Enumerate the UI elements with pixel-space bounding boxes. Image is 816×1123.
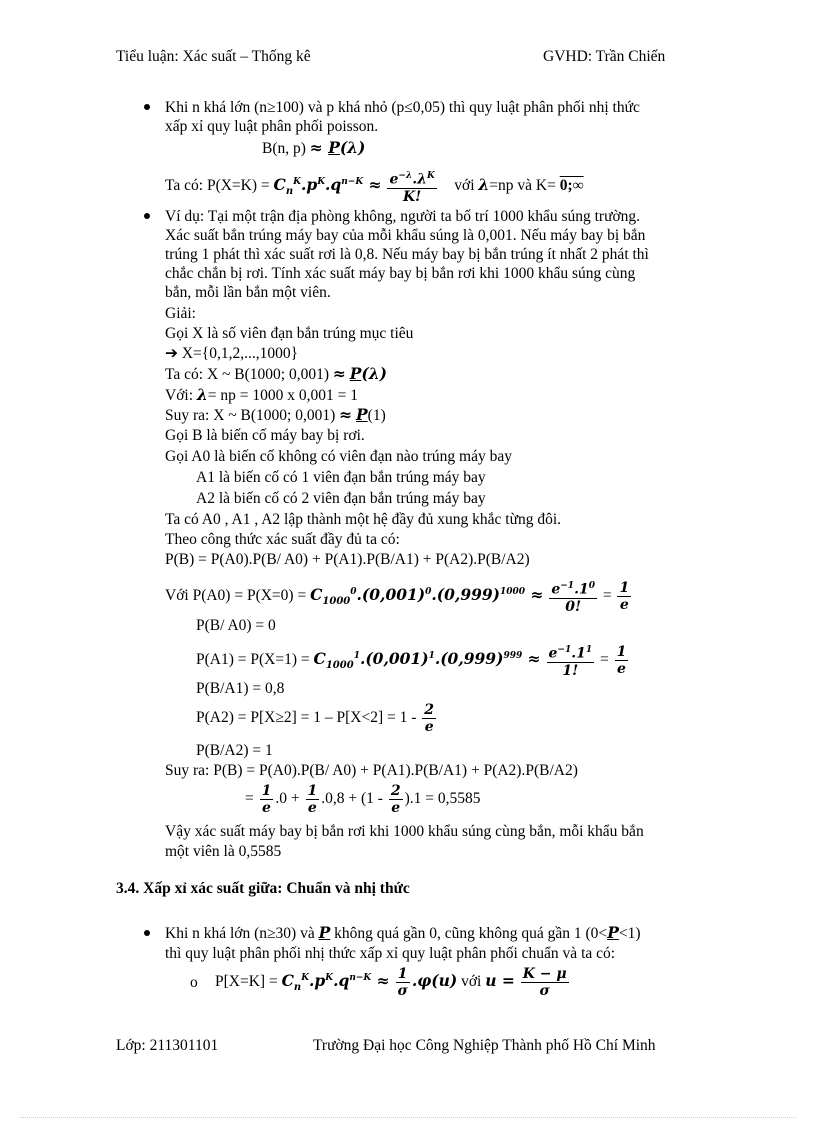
text-segment: Ta có: X ~ B(1000; 0,001) (165, 366, 329, 383)
text-segment: = np = 1000 x 0,001 = 1 (207, 387, 358, 404)
p-symbol: P (349, 364, 362, 383)
text-line: A2 là biến cố có 2 viên đạn bắn trúng máy bay (196, 490, 486, 507)
fraction: $\frac{e^{-1}.1^0}{0!}$ (549, 578, 597, 615)
text-line: P(B) = P(A0).P(B/ A0) + P(A1).P(B/A1) + P(A2).P(B/A2) (165, 551, 530, 568)
approx-line (262, 138, 365, 158)
lambda-symbol: (λ) (361, 364, 387, 383)
binom-term: $C_{1000}^1.(0,001)^1.(0,999)^{999}$ ≈ (313, 648, 541, 671)
poisson-fraction: $\frac{e^{-\lambda}.\lambda^K}{K!}$ (387, 168, 436, 205)
text-line: Xác suất bắn trúng máy bay của mỗi khẩu súng là 0,001. Nếu máy bay bị bắn (165, 227, 646, 244)
text-line: P(B/ A0) = 0 (196, 617, 276, 634)
bullet-icon (144, 213, 150, 219)
text-line: A1 là biến cố có 1 viên đạn bắn trúng máy bay (196, 469, 486, 486)
formula-prefix: Ta có: P(X=K) = (165, 176, 270, 194)
lambda-symbol: λ (478, 174, 490, 194)
text-line: xấp xỉ quy luật phân phối poisson. (165, 118, 379, 135)
equals: = (602, 586, 612, 604)
p-symbol: P (356, 405, 368, 424)
text-line: một viên là 0,5585 (165, 843, 282, 860)
text-line: Ta có A0 , A1 , A2 lập thành một hệ đầy đủ xung khắc từng đôi. (165, 511, 562, 528)
text-segment: (1) (367, 407, 386, 424)
text-segment: với (461, 973, 482, 991)
approx-symbol: ≈ (309, 138, 329, 157)
text-segment: không quá gần 0, cũng không quá gần 1 (0< (334, 925, 608, 942)
bullet-icon (144, 930, 150, 936)
p-symbol: P (328, 138, 340, 157)
formula-tail: =np và K= (489, 176, 556, 194)
text-line: Khi n khá lớn (n≥100) và p khá nhỏ (p≤0,05) thì quy luật phân phối nhị thức (165, 99, 640, 116)
binom-term: $C_n^K.p^K.q^{n-K}$ ≈ (281, 971, 390, 994)
text-line: trúng 1 phát thì xác suất rơi là 0,8. Nếu máy bay bị bắn trúng ít nhất 2 phát thì (165, 246, 649, 263)
header-right: GVHD: Trần Chiến (543, 48, 666, 65)
fraction: $\frac{1}{\sigma}$ (397, 966, 408, 999)
formula-line (215, 966, 571, 999)
fraction: $\frac{1}{e}$ (619, 579, 630, 613)
text-line: Ví dụ: Tại một trận địa phòng không, người ta bố trí 1000 khẩu súng trường. (165, 208, 641, 225)
lambda-symbol: (λ) (339, 138, 366, 157)
text-line: Gọi X là số viên đạn bắn trúng mục tiêu (165, 325, 414, 342)
formula-line (196, 702, 438, 735)
p-symbol: P (318, 923, 331, 942)
text-line (165, 405, 386, 425)
text-line: P(B/A2) = 1 (196, 742, 273, 759)
text-segment: .0 + (275, 790, 300, 808)
text-line: chắc chắn bị rơi. Tính xác suất máy bay bị bắn rơi khi 1000 khẩu súng cùng (165, 265, 636, 282)
text-line (165, 364, 387, 384)
sub-bullet-icon: o (190, 974, 198, 991)
binom-term: $C_{1000}^0.(0,001)^0.(0,999)^{1000}$ ≈ (310, 584, 544, 607)
text-segment: <1) (618, 925, 641, 942)
fraction: $\frac{2}{e}$ (424, 702, 435, 735)
poisson-formula (165, 168, 584, 205)
fraction: $\frac{1}{e}$ (307, 783, 318, 816)
text-line: thì quy luật phân phối nhị thức xấp xỉ quy luật phân phối chuẩn và ta có: (165, 945, 616, 962)
header-left: Tiểu luận: Xác suất – Thống kê (116, 48, 311, 65)
formula-line (165, 578, 633, 615)
fraction: $\frac{e^{-1}.1^1}{1!}$ (547, 642, 595, 679)
bullet-icon (144, 104, 150, 110)
text-segment: Khi n khá lớn (n≥30) và (165, 925, 315, 942)
footer-right: Trường Đại học Công Nghiệp Thành phố Hồ Chí Minh (313, 1037, 656, 1054)
text-line (165, 923, 641, 943)
text-line: P(B/A1) = 0,8 (196, 680, 285, 697)
formula-with: với (454, 176, 475, 194)
section-title: 3.4. Xấp xỉ xác suất giữa: Chuẩn và nhị thức (116, 880, 410, 897)
text-line: Giải: (165, 305, 196, 322)
phi-term: .φ(u) (411, 971, 458, 991)
range-value: 0;∞ (559, 176, 584, 194)
text-segment: = (245, 790, 254, 808)
fraction: $\frac{1}{e}$ (261, 783, 272, 816)
fraction: $\frac{K - \mu}{\sigma}$ (522, 966, 567, 999)
text-segment: .0,8 + (1 - (321, 790, 383, 808)
fraction: $\frac{2}{e}$ (390, 783, 401, 816)
approx-symbol: ≈ (339, 405, 353, 424)
text-line: Theo công thức xác suất đầy đủ ta có: (165, 531, 400, 548)
text-segment: P(A2) = P[X≥2] = 1 – P[X<2] = 1 - (196, 709, 417, 727)
text-segment: ).1 = 0,5585 (404, 790, 481, 808)
approx-symbol: ≈ (332, 364, 346, 383)
formula-line (245, 783, 480, 816)
binom-term: $C_n^K.p^K.q^{n-K}$ ≈ (273, 174, 382, 197)
text-line: ➔ X={0,1,2,...,1000} (165, 345, 299, 362)
footer-left: Lớp: 211301101 (116, 1037, 219, 1054)
p-symbol: P (607, 923, 619, 942)
text-line: bắn, mỗi lần bắn một viên. (165, 284, 331, 301)
text-line (165, 385, 358, 405)
u-term: u = (485, 971, 515, 991)
text-line: Gọi A0 là biến cố không có viên đạn nào trúng máy bay (165, 448, 512, 465)
text-line: Vậy xác suất máy bay bị bắn rơi khi 1000 khẩu súng cùng bắn, mỗi khẩu bắn (165, 823, 644, 840)
text-segment: P(A1) = P(X=1) = (196, 650, 310, 668)
text-segment: Với P(A0) = P(X=0) = (165, 586, 307, 604)
text-segment: Suy ra: X ~ B(1000; 0,001) (165, 407, 336, 424)
formula-line (196, 642, 630, 679)
text-line: Gọi B là biến cố máy bay bị rơi. (165, 427, 365, 444)
page-separator (20, 1117, 796, 1118)
fraction: $\frac{1}{e}$ (616, 643, 627, 677)
text-line: Suy ra: P(B) = P(A0).P(B/ A0) + P(A1).P(B/A1) + P(A2).P(B/A2) (165, 762, 578, 779)
approx-text: B(n, p) (262, 140, 306, 157)
text-segment: Với: (165, 387, 194, 404)
text-segment: P[X=K] = (215, 973, 278, 991)
lambda-symbol: λ (196, 385, 208, 404)
equals: = (600, 650, 609, 668)
